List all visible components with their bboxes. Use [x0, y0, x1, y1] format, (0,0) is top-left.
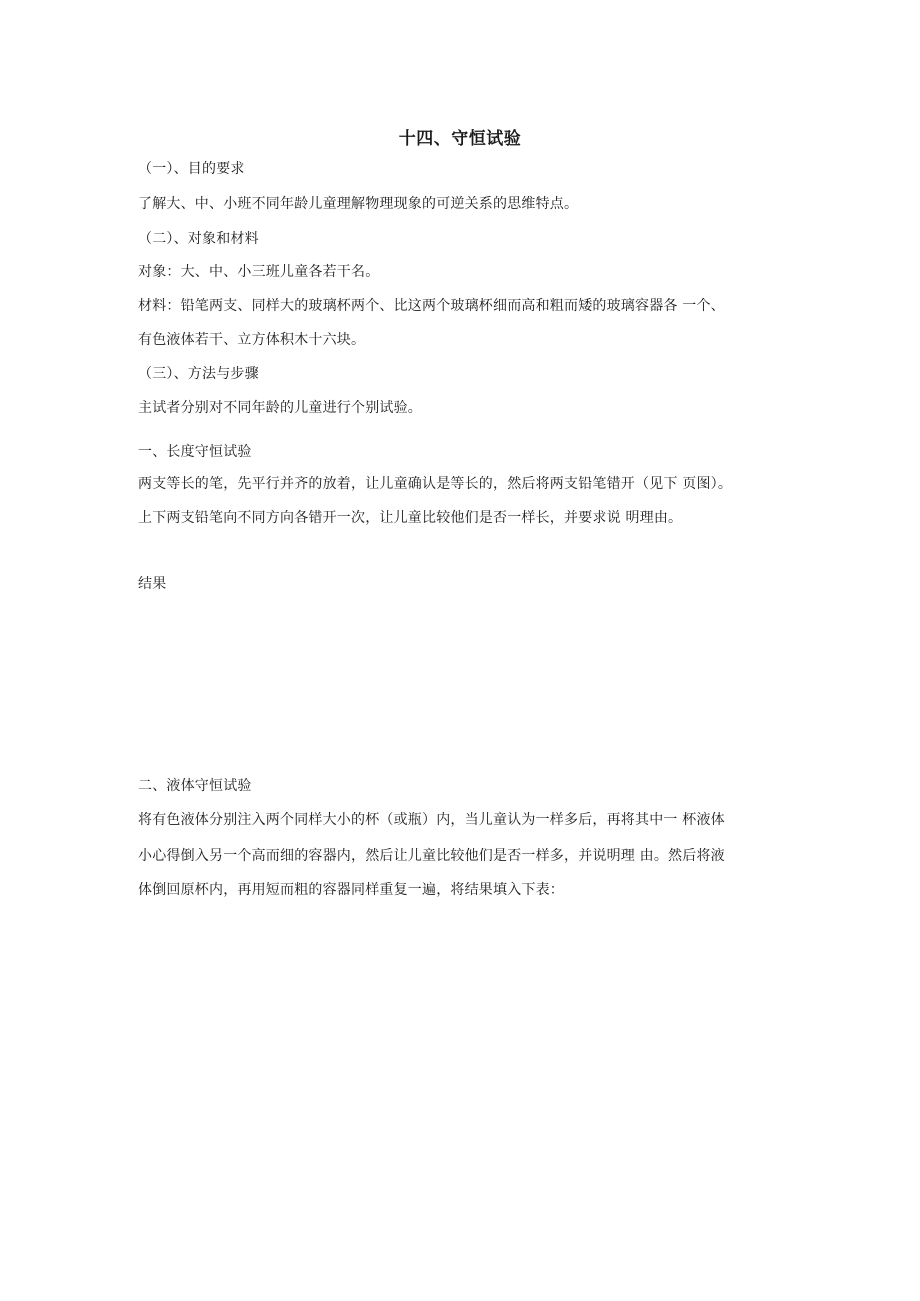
- document-title: 十四、守恒试验: [398, 129, 522, 149]
- length-test-line1: 两支等长的笔，先平行并齐的放着，让儿童确认是等长的，然后将两支铅笔错开（见下 页图）。: [138, 476, 733, 492]
- materials-text-line1: 材料：铅笔两支、同样大的玻璃杯两个、比这两个玻璃杯细而高和粗而矮的玻璃容器各 一个、: [138, 298, 725, 314]
- subjects-materials-heading: （二）、对象和材料: [138, 231, 259, 247]
- length-test-heading: 一、长度守恒试验: [138, 444, 252, 460]
- liquid-test-line3: 体倒回原杯内，再用短而粗的容器同样重复一遍，将结果填入下表：: [138, 882, 564, 898]
- purpose-heading: （一）、目的要求: [138, 161, 245, 177]
- method-heading: （三）、方法与步骤: [138, 366, 259, 382]
- liquid-test-line1: 将有色液体分别注入两个同样大小的杯（或瓶）内，当儿童认为一样多后，再将其中一 杯液体: [138, 812, 725, 828]
- materials-text-line2: 有色液体若干、立方体积木十六块。: [138, 332, 366, 348]
- length-test-line2: 上下两支铅笔向不同方向各错开一次，让儿童比较他们是否一样长，并要求说 明理由。: [138, 510, 683, 526]
- result-label: 结果: [138, 576, 167, 592]
- liquid-test-heading: 二、液体守恒试验: [138, 778, 252, 794]
- subjects-text: 对象：大、中、小三班儿童各若干名。: [138, 264, 380, 280]
- liquid-test-line2: 小心得倒入另一个高而细的容器内，然后让儿童比较他们是否一样多，并说明理 由。然后将液: [138, 848, 725, 864]
- method-text: 主试者分别对不同年龄的儿童进行个别试验。: [138, 400, 422, 416]
- purpose-text: 了解大、中、小班不同年龄儿童理解物理现象的可逆关系的思维特点。: [138, 196, 579, 212]
